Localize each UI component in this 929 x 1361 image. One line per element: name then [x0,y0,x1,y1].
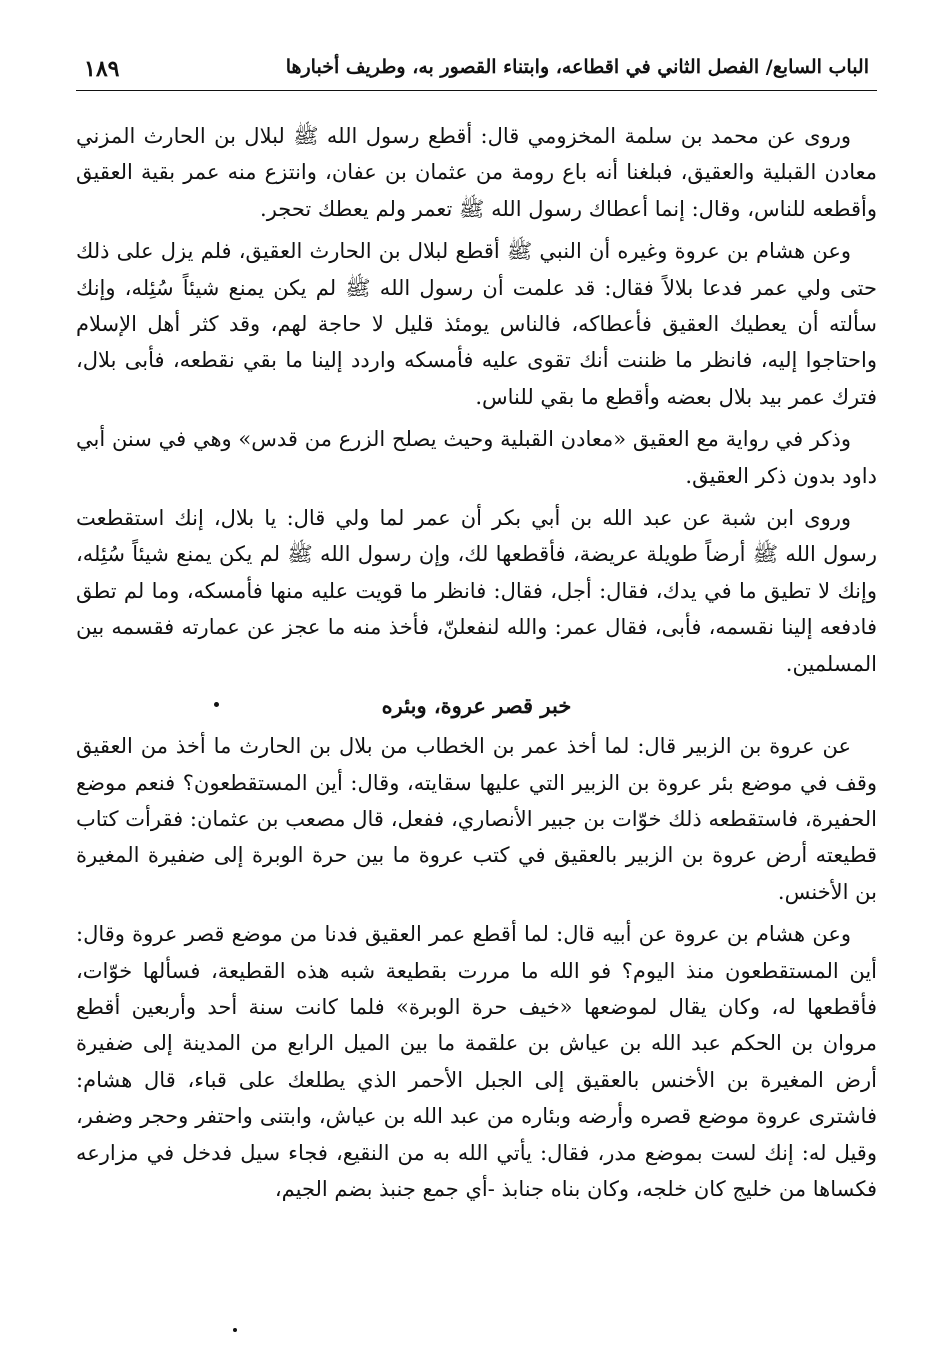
paragraph: وعن هشام بن عروة عن أبيه قال: لما أقطع عمر العقيق فدنا من موضع قصر عروة وقال: أين المستقطعون منذ اليوم؟ فو الله ما مررت بقطيعة شبه هذه القطيعة، فسألها خوّات، فأقطعها له، وكان يقال لموضعها «خيف حرة الوبرة» فلما كانت سنة أحد وأربعين أقطع مروان بن الحكم عبد الله بن عياش بن علقمة ما بين الميل الرابع من المدينة إلى ضفيرة أرض المغيرة بن الأخنس بالعقيق إلى الجبل الأحمر الذي يطلعك على قباء، قال هشام: فاشترى عروة موضع قصره وأرضه وبئاره من عبد الله بن عياش، وابتنى واحتفر وحجر وضفر، وقيل له: إنك لست بموضع مدر، فقال: يأتي الله به من النقيع، فجاء سيل فدخل في مزارعه فكساها من خليج كان خلجه، وكان بناه جنابذ -أي جمع جنبذ بضم الجيم، [76,922,877,1201]
paragraph: وروى عن محمد بن سلمة المخزومي قال: أقطع رسول الله ﷺ لبلال بن الحارث المزني معادن القبلية والعقيق، فبلغنا أنه باع رومة من عثمان بن عفان، وانتزع منه عمر بقية العقيق وأقطعه للناس، وقال: إنما أعطاك رسول الله ﷺ تعمر ولم يعطك تحجر. [76,124,877,221]
paragraph: وعن هشام بن عروة وغيره أن النبي ﷺ أقطع لبلال بن الحارث العقيق، فلم يزل على ذلك حتى ولي عمر فدعا بلالاً فقال: قد علمت أن رسول الله ﷺ لم يكن يمنع شيئاً سُئِله، وإنك سألته أن يعطيك العقيق فأعطاكه، فالناس يومئذ قليل لا حاجة لهم، وقد كثر أهل الإسلام واحتاجوا إليه، فانظر ما ظننت أنك تقوى عليه فأمسكه واردد إلينا ما بقي نقطعه، فأبى بلال، فترك عمر بيد بلال بعضه وأقطع ما بقي للناس. [76,239,877,409]
footer-dot-icon [233,1328,237,1332]
page-body [76,118,877,1213]
running-title: الباب السابع/ الفصل الثاني في اقطاعه، وابتناء القصور به، وطريف أخبارها [285,56,869,78]
paragraph: عن عروة بن الزبير قال: لما أخذ عمر بن الخطاب من بلال بن الحارث ما أخذ من العقيق وقف في موضع بئر عروة بن الزبير التي عليها سقايته، وقال: أين المستقطعون؟ فنعم موضع الحفيرة، فاستقطعه ذلك خوّات بن جبير الأنصاري، ففعل، قال مصعب بن عثمان: فقرأت كتاب قطيعته أرض عروة بن الزبير بالعقيق في كتب عروة ما بين حرة الوبرة إلى ضفيرة المغيرة بن الأخنس. [76,734,877,904]
bullet-dot-icon [214,702,219,707]
paragraph: وذكر في رواية مع العقيق «معادن القبلية وحيث يصلح الزرع من قدس» وهي في سنن أبي داود بدون ذكر العقيق. [76,427,877,488]
page-number: ١٨٩ [84,56,120,82]
section-heading-text: خبر قصر عروة، وبئره [381,693,572,719]
paragraph: وروى ابن شبة عن عبد الله بن أبي بكر أن عمر لما ولي قال: يا بلال، إنك استقطعت رسول الله ﷺ أرضاً طويلة عريضة، فأقطعها لك، وإن رسول الله ﷺ لم يكن يمنع شيئاً سُئِله، وإنك لا تطيق ما في يدك، فقال: أجل، فقال: فانظر ما قويت عليه منها فأمسكه، وما لم تطق فادفعه إلينا نقسمه، فأبى، فقال عمر: والله لنفعلنّ، فأخذ منه ما عجز عن عمارته فقسمه بين المسلمين. [76,506,877,676]
page-header [76,50,877,91]
section-heading [76,688,877,724]
